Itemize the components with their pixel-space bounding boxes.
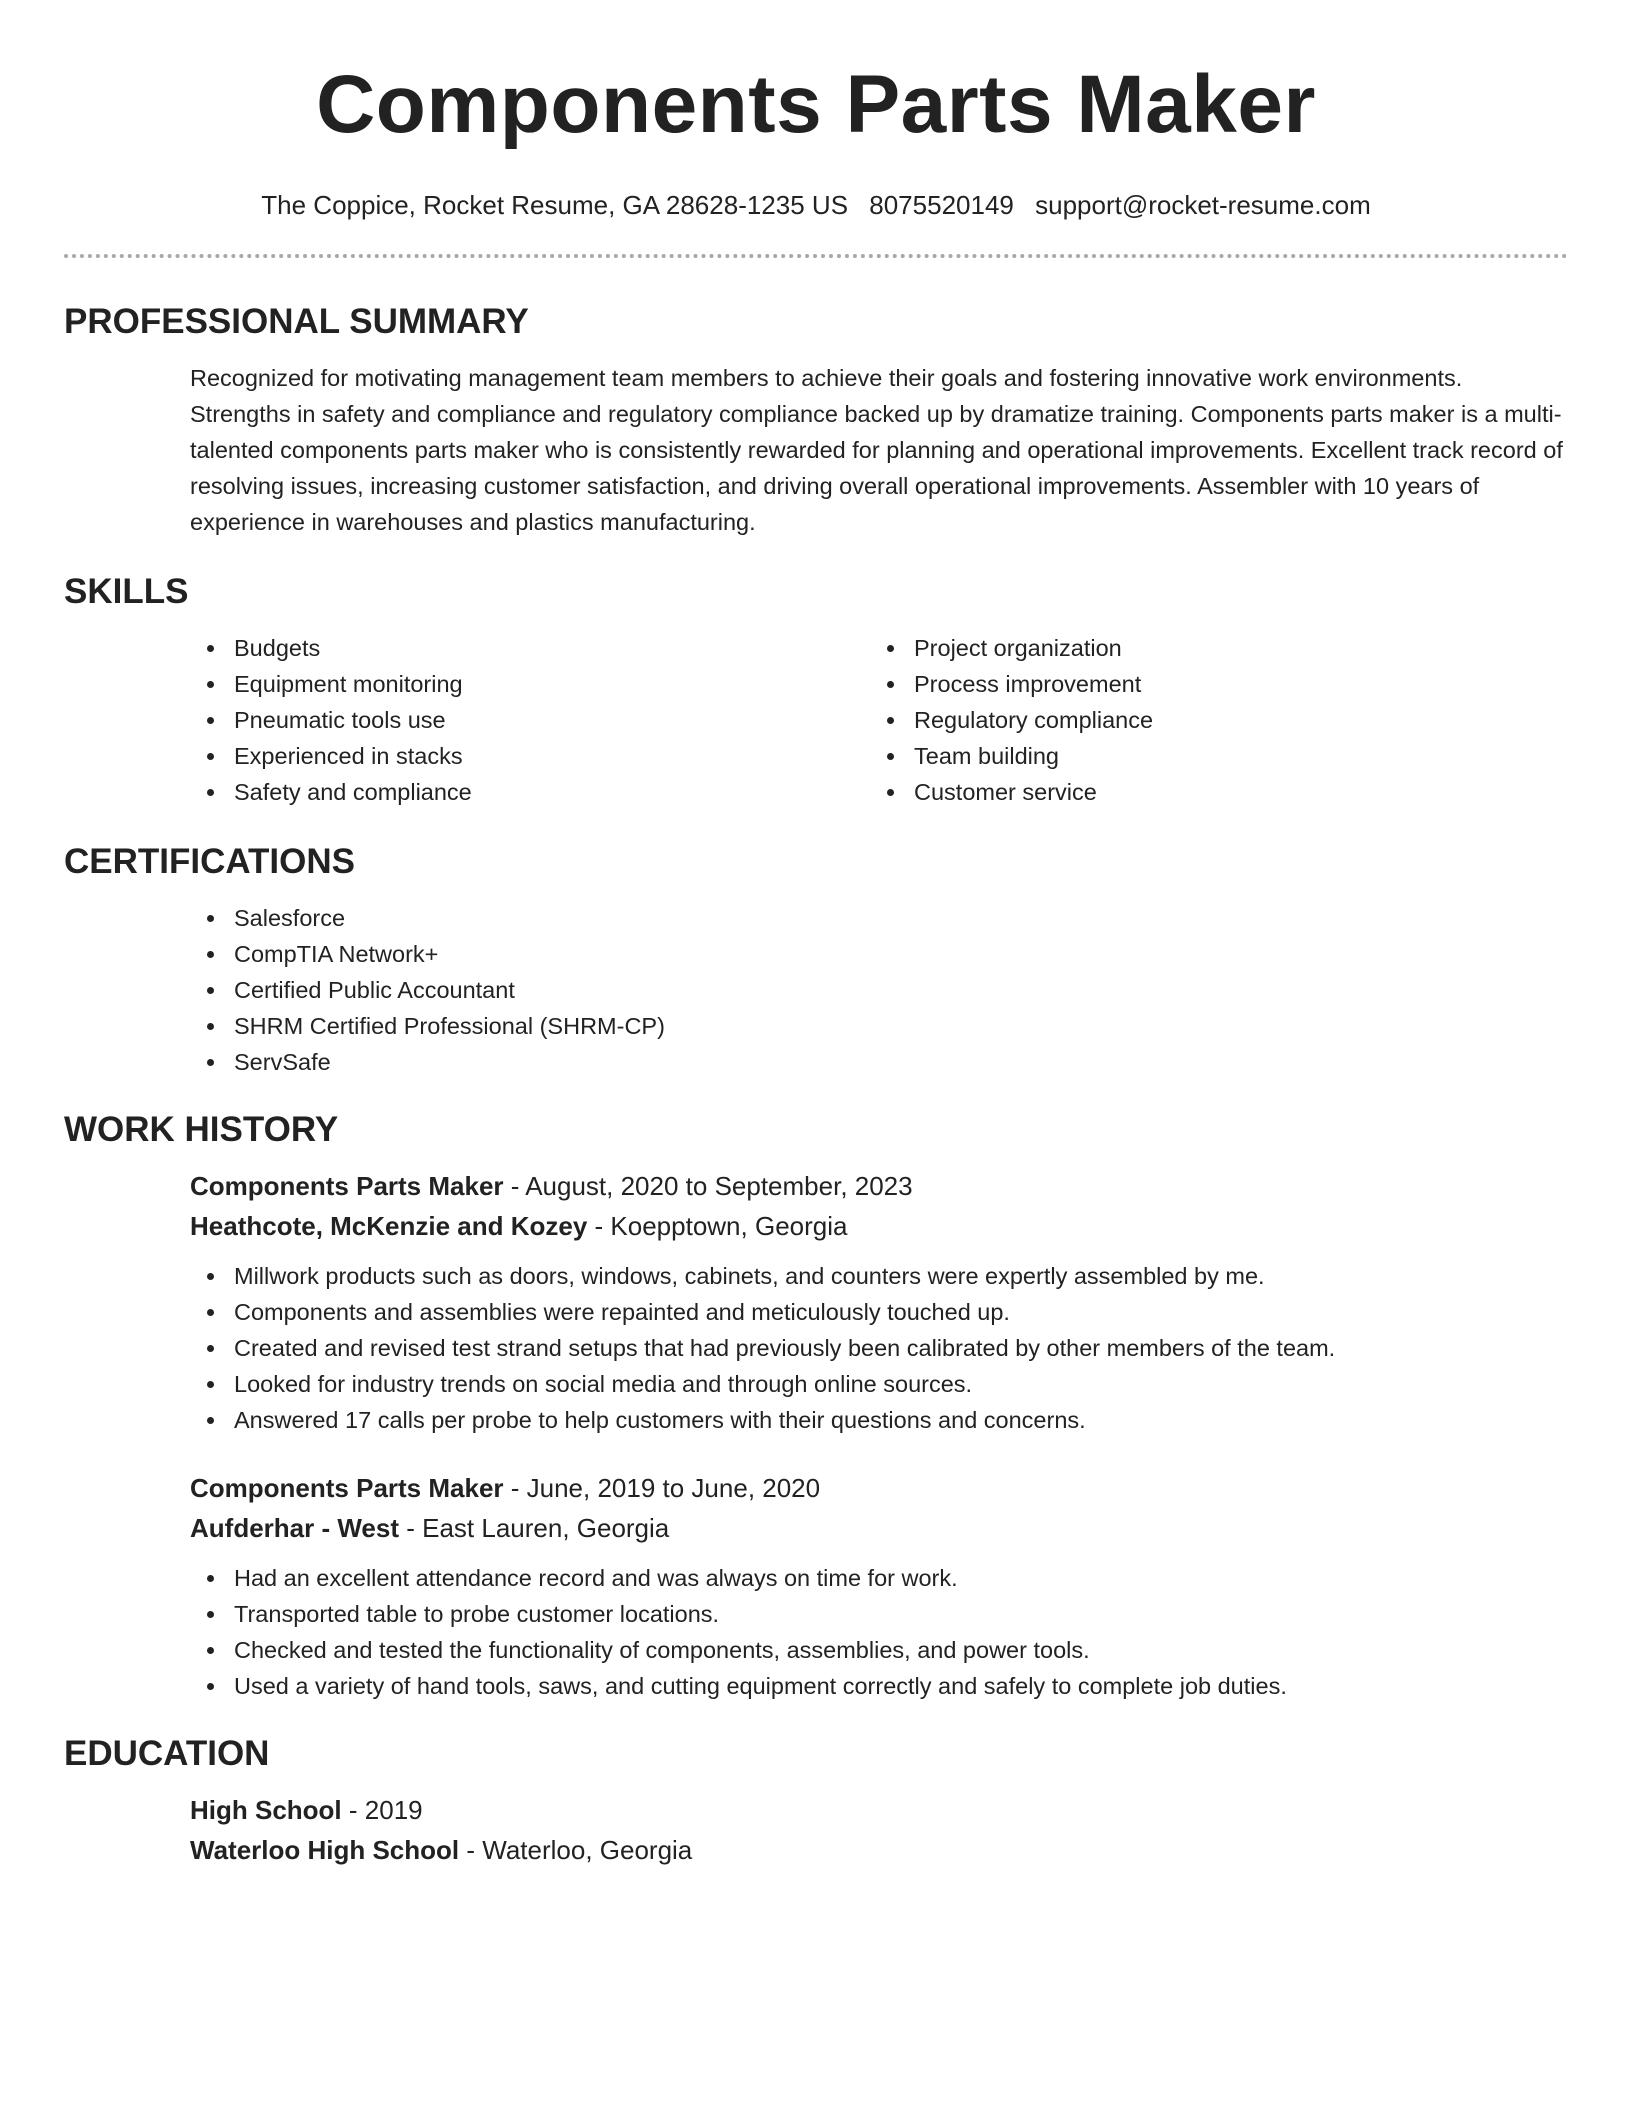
skill-item: Safety and compliance — [190, 774, 870, 810]
education-degree: High School — [190, 1795, 342, 1825]
skill-item: Experienced in stacks — [190, 738, 870, 774]
job-dates: - August, 2020 to September, 2023 — [503, 1171, 913, 1201]
education-entry — [190, 1790, 1568, 1870]
job-duty-item: Looked for industry trends on social media and through online sources. — [190, 1366, 1568, 1402]
certifications-heading: CERTIFICATIONS — [64, 842, 356, 881]
skill-item: Regulatory compliance — [870, 702, 1550, 738]
job-duty-item: Components and assemblies were repainted and meticulously touched up. — [190, 1294, 1568, 1330]
contact-phone: 8075520149 — [869, 190, 1014, 220]
header-divider — [64, 254, 1568, 258]
education-heading: EDUCATION — [64, 1734, 270, 1773]
certification-item: SHRM Certified Professional (SHRM-CP) — [190, 1008, 1568, 1044]
summary-text: Recognized for motivating management team members to achieve their goals and fostering innovative work environments. Strengths in safety and compliance and regulatory compliance backed up by dramatize training. Components parts maker is a multi-talented components parts maker who is consistently rewarded for planning and operational improvements. Excellent track record of resolving issues, increasing customer satisfaction, and driving overall operational improvements. Assembler with 10 years of experience in warehouses and plastics manufacturing. — [190, 365, 1563, 535]
skills-column-left — [190, 630, 870, 810]
contact-email: support@rocket-resume.com — [1035, 190, 1371, 220]
skills-heading: SKILLS — [64, 572, 189, 611]
certification-item: Certified Public Accountant — [190, 972, 1568, 1008]
contact-address: The Coppice, Rocket Resume, GA 28628-1235 US — [261, 190, 849, 220]
skill-item: Equipment monitoring — [190, 666, 870, 702]
job-duty-item: Used a variety of hand tools, saws, and cutting equipment correctly and safely to complete job duties. — [190, 1668, 1568, 1704]
job-company-line — [190, 1206, 1568, 1246]
resume-name: Components Parts Maker — [316, 59, 1316, 150]
skill-item: Project organization — [870, 630, 1550, 666]
education-year: - 2019 — [341, 1795, 423, 1825]
certification-item: Salesforce — [190, 900, 1568, 936]
job-duty-item: Transported table to probe customer locations. — [190, 1596, 1568, 1632]
certification-item: CompTIA Network+ — [190, 936, 1568, 972]
job-duty-item: Created and revised test strand setups that had previously been calibrated by other members of the team. — [190, 1330, 1568, 1366]
skill-item: Budgets — [190, 630, 870, 666]
job-entry — [190, 1468, 1568, 1704]
skill-item: Pneumatic tools use — [190, 702, 870, 738]
skills-column-right — [870, 630, 1550, 810]
skill-item: Team building — [870, 738, 1550, 774]
job-entry — [190, 1166, 1568, 1438]
job-dates: - June, 2019 to June, 2020 — [503, 1473, 821, 1503]
job-title-line — [190, 1468, 1568, 1508]
job-location: - Koepptown, Georgia — [587, 1211, 848, 1241]
job-company-line — [190, 1508, 1568, 1548]
skills-list — [190, 630, 1568, 810]
job-duty-item: Answered 17 calls per probe to help customers with their questions and concerns. — [190, 1402, 1568, 1438]
education-school: Waterloo High School — [190, 1835, 460, 1865]
job-duty-item: Checked and tested the functionality of components, assemblies, and power tools. — [190, 1632, 1568, 1668]
job-company: Heathcote, McKenzie and Kozey — [190, 1211, 588, 1241]
job-duties — [190, 1560, 1568, 1704]
job-company: Aufderhar - West — [190, 1513, 399, 1543]
certifications-list — [190, 900, 1568, 1080]
education-degree-line — [190, 1790, 1568, 1830]
resume-page — [64, 0, 1568, 1870]
skill-item: Process improvement — [870, 666, 1550, 702]
job-title-line — [190, 1166, 1568, 1206]
skill-item: Customer service — [870, 774, 1550, 810]
job-duty-item: Had an excellent attendance record and was always on time for work. — [190, 1560, 1568, 1596]
work-history-heading: WORK HISTORY — [64, 1110, 339, 1149]
education-location: - Waterloo, Georgia — [459, 1835, 693, 1865]
contact-line — [64, 190, 1568, 220]
job-duty-item: Millwork products such as doors, windows, cabinets, and counters were expertly assembled by me. — [190, 1258, 1568, 1294]
summary-heading: PROFESSIONAL SUMMARY — [64, 302, 529, 341]
job-duties — [190, 1258, 1568, 1438]
job-role: Components Parts Maker — [190, 1473, 504, 1503]
certification-item: ServSafe — [190, 1044, 1568, 1080]
job-location: - East Lauren, Georgia — [399, 1513, 670, 1543]
education-school-line — [190, 1830, 1568, 1870]
job-role: Components Parts Maker — [190, 1171, 504, 1201]
